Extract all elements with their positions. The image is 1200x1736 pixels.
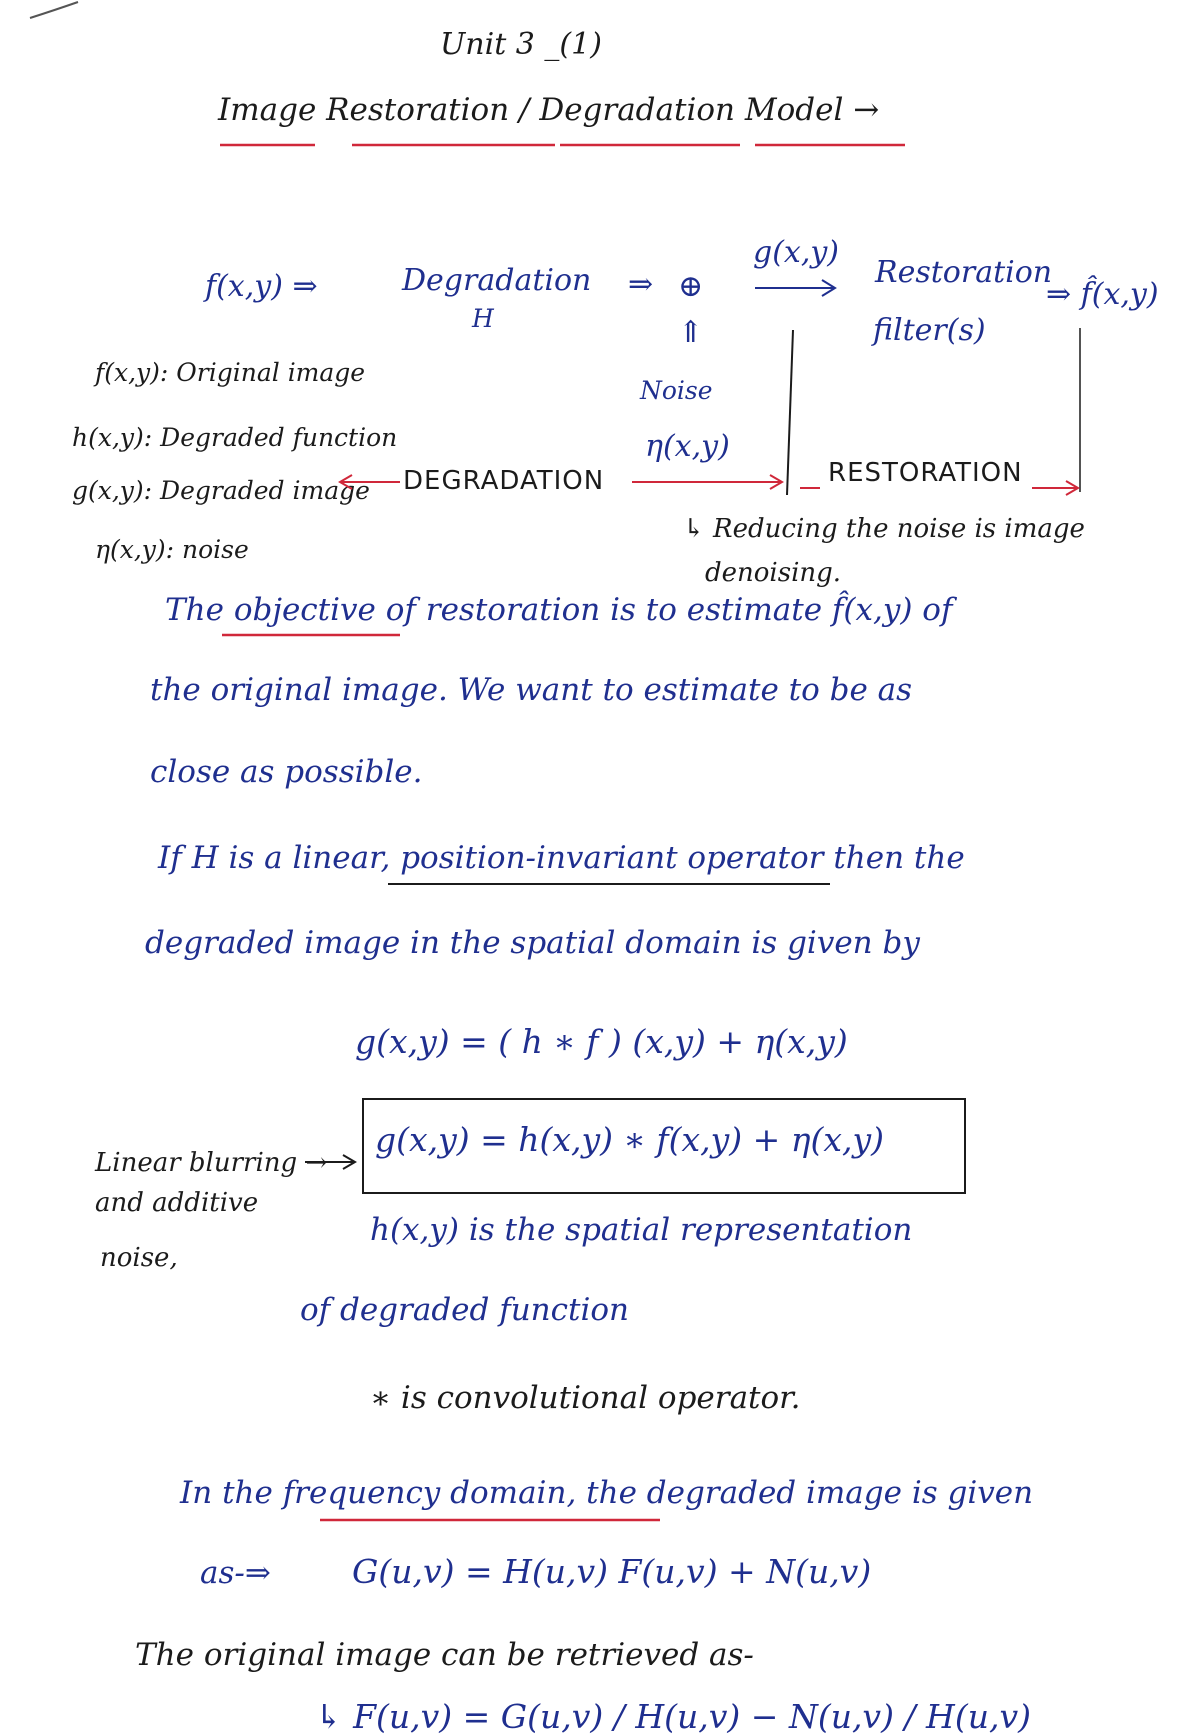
diagram-restoration-caption: RESTORATION: [828, 458, 1023, 488]
diagram-degradation-block: Degradation: [402, 263, 592, 298]
vertical-separator: [787, 330, 793, 495]
diagram-sum-symbol: ⊕: [678, 269, 704, 304]
objective-line2: the original image. We want to estimate to be as: [150, 672, 913, 708]
equation-spatial-convolution: g(x,y) = ( h ∗ f ) (x,y) + η(x,y): [355, 1022, 848, 1061]
explanation-line3: ∗ is convolutional operator.: [370, 1380, 801, 1416]
side-note-line3: noise,: [100, 1243, 178, 1273]
lpi-line1: If H is a linear, position-invariant operator then the: [158, 840, 965, 876]
legend-g: g(x,y): Degraded image: [72, 476, 370, 505]
diagram-noise-arrow: ⇑: [678, 315, 704, 350]
diagram-degraded-signal: g(x,y): [753, 235, 840, 270]
explanation-line2: of degraded function: [300, 1292, 629, 1328]
side-note-line2: and additive: [95, 1188, 259, 1218]
diagram-output: ⇒ f̂(x,y): [1046, 277, 1159, 312]
legend-h: h(x,y): Degraded function: [72, 423, 398, 452]
unit-label: Unit 3 _(1): [440, 27, 602, 62]
frequency-line2-prefix: as-⇒: [200, 1555, 271, 1591]
degradation-left-arrow: [340, 475, 400, 489]
equation-spatial-boxed: g(x,y) = h(x,y) ∗ f(x,y) + η(x,y): [375, 1120, 885, 1159]
objective-line1: The objective of restoration is to estimate f̂(x,y) of: [165, 592, 953, 628]
diagram-restoration-line1: Restoration: [875, 255, 1053, 290]
denoising-note-line1: ↳ Reducing the noise is image: [683, 514, 1085, 544]
frequency-line4: ↳ F(u,v) = G(u,v) / H(u,v) − N(u,v) / H(u,v): [315, 1697, 1031, 1736]
signal-arrow: [755, 280, 835, 296]
diagram-arrow-to-sum: ⇒: [628, 267, 654, 302]
corner-mark: [30, 2, 78, 18]
objective-line3: close as possible.: [150, 754, 423, 790]
diagram-degradation-caption: DEGRADATION: [403, 466, 605, 496]
side-note-arrow: [305, 1155, 355, 1169]
page-title: Image Restoration / Degradation Model →: [218, 92, 880, 128]
diagram-degradation-symbol: H: [472, 304, 494, 333]
legend-f: f(x,y): Original image: [95, 358, 366, 387]
legend-eta: η(x,y): noise: [95, 535, 249, 564]
degradation-right-arrow: [632, 475, 782, 489]
frequency-line1: In the frequency domain, the degraded image is given: [180, 1475, 1034, 1511]
diagram-input: f(x,y) ⇒: [205, 269, 318, 304]
explanation-line1: h(x,y) is the spatial representation: [370, 1212, 913, 1248]
denoising-note-line2: denoising.: [705, 558, 842, 588]
restoration-right-arrow: [1032, 481, 1078, 495]
side-note-line1: Linear blurring →: [95, 1148, 328, 1178]
frequency-line3: The original image can be retrieved as-: [135, 1637, 754, 1673]
lpi-line2: degraded image in the spatial domain is given by: [145, 925, 920, 961]
diagram-noise-label: Noise: [640, 376, 713, 405]
diagram-noise-symbol: η(x,y): [645, 429, 730, 464]
frequency-equation: G(u,v) = H(u,v) F(u,v) + N(u,v): [352, 1552, 872, 1591]
diagram-restoration-line2: filter(s): [873, 313, 986, 348]
